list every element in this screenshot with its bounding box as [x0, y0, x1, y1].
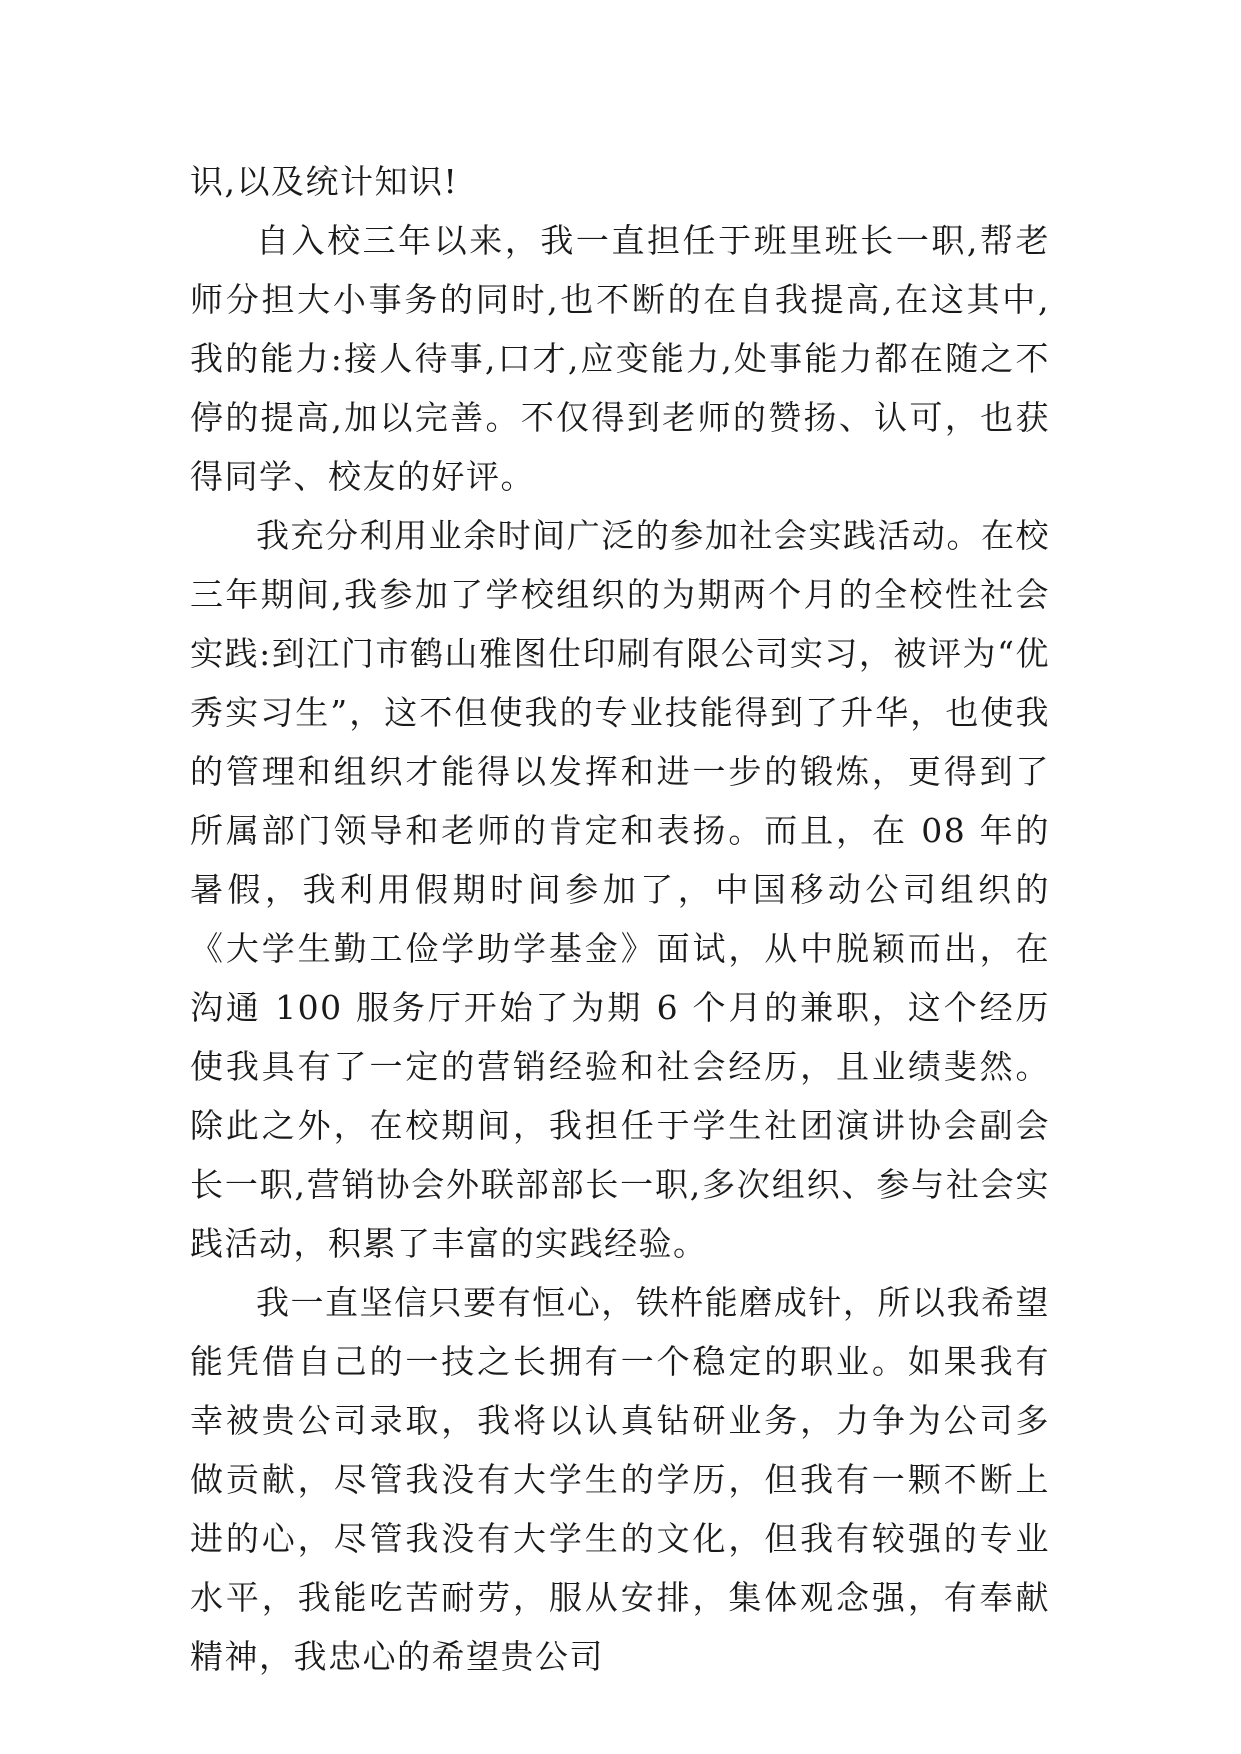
paragraph-3: 我充分利用业余时间广泛的参加社会实践活动。在校三年期间,我参加了学校组织的为期两个月的全校性社会实践:到江门市鹤山雅图仕印刷有限公司实习，被评为“优秀实习生”，这不但使我的专业技能得到了升华，也使我的管理和组织才能得以发挥和进一步的锻炼，更得到了所属部门领导和老师的肯定和表扬。而且，在 08 年的暑假，我利用假期时间参加了，中国移动公司组织的《大学生勤工俭学助学基金》面试，从中脱颖而出，在沟通 100 服务厅开始了为期 6 个月的兼职，这个经历使我具有了一定的营销经验和社会经历，且业绩斐然。除此之外，在校期间，我担任于学生社团演讲协会副会长一职,营销协会外联部部长一职,多次组织、参与社会实践活动，积累了丰富的实践经验。: [190, 516, 1050, 1263]
paragraph-4: 我一直坚信只要有恒心，铁杵能磨成针，所以我希望能凭借自己的一技之长拥有一个稳定的职业。如果我有幸被贵公司录取，我将以认真钻研业务，力争为公司多做贡献，尽管我没有大学生的学历，但我有一颗不断上进的心，尽管我没有大学生的文化，但我有较强的专业水平，我能吃苦耐劳，服从安排，集体观念强，有奉献精神，我忠心的希望贵公司: [190, 1283, 1050, 1676]
paragraph-1: 识,以及统计知识!: [190, 162, 459, 201]
paragraph-2: 自入校三年以来，我一直担任于班里班长一职,帮老师分担大小事务的同时,也不断的在自我提高,在这其中,我的能力:接人待事,口才,应变能力,处事能力都在随之不停的提高,加以完善。不仅得到老师的赞扬、认可，也获得同学、校友的好评。: [190, 221, 1050, 496]
document-body: [190, 152, 1050, 1686]
